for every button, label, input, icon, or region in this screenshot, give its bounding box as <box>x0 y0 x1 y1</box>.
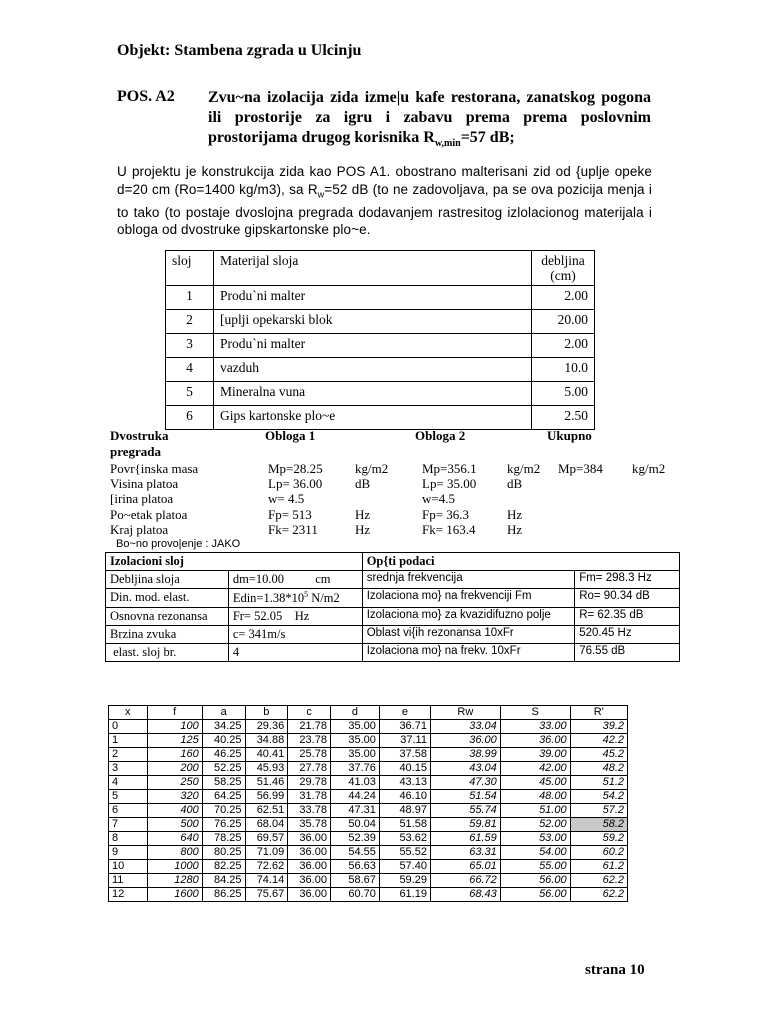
position-code: POS. A2 <box>117 88 175 105</box>
freq-cell-r-prime: 62.2 <box>570 874 627 888</box>
freq-cell-a: 64.25 <box>202 790 245 804</box>
freq-cell-b: 68.04 <box>245 818 288 832</box>
freq-cell-x: 4 <box>109 776 148 790</box>
flanking-note: Bo~no provo|enje : JAKO <box>116 538 241 550</box>
freq-cell-x: 1 <box>109 734 148 748</box>
summary-heading-total: Ukupno <box>547 428 592 443</box>
summary-unit-1: kg/m2 <box>355 461 389 476</box>
freq-cell-d: 44.24 <box>330 790 379 804</box>
summary-label: [irina platoa <box>110 491 174 506</box>
freq-body <box>109 720 628 902</box>
summary-unit-1: Hz <box>355 507 371 522</box>
freq-cell-c: 21.78 <box>288 720 331 734</box>
props-label-right: Izolaciona mo} za kvazidifuzno polje <box>362 608 574 626</box>
summary-unit-2: Hz <box>507 507 523 522</box>
intro-text-b: =52 dB (to ne zadovoljava, pa se ova pozicija menja i to tako (to postaje dvoslojna pregrada dodavanjem rastresitog izlolacionog materijala i obloga od dvostruke gipskartonske plo~e. <box>117 181 652 238</box>
freq-cell-a: 86.25 <box>202 888 245 902</box>
freq-cell-c: 31.78 <box>288 790 331 804</box>
props-label-right: srednja frekvencija <box>362 571 574 589</box>
freq-cell-a: 46.25 <box>202 748 245 762</box>
freq-cell-e: 48.97 <box>379 804 430 818</box>
freq-cell-a: 78.25 <box>202 832 245 846</box>
freq-cell-s: 48.00 <box>500 790 570 804</box>
freq-cell-f: 500 <box>147 818 202 832</box>
layers-header-sloj: sloj <box>166 251 214 286</box>
summary-heading-obloga1: Obloga 1 <box>265 428 316 443</box>
freq-cell-rw: 63.31 <box>430 846 500 860</box>
freq-row <box>109 874 628 888</box>
props-header-left: Izolacioni sloj <box>106 553 363 571</box>
summary-unit-2: Hz <box>507 522 523 537</box>
layers-cell-thickness: 2.00 <box>532 334 595 358</box>
freq-row <box>109 720 628 734</box>
freq-cell-d: 35.00 <box>330 720 379 734</box>
props-row <box>106 589 680 608</box>
freq-cell-s: 39.00 <box>500 748 570 762</box>
layers-cell-material: Produ`ni malter <box>214 286 532 310</box>
freq-cell-d: 60.70 <box>330 888 379 902</box>
freq-cell-e: 40.15 <box>379 762 430 776</box>
layers-cell-thickness: 2.00 <box>532 286 595 310</box>
freq-cell-d: 52.39 <box>330 832 379 846</box>
freq-cell-f: 1280 <box>147 874 202 888</box>
freq-cell-r-prime: 59.2 <box>570 832 627 846</box>
summary-value-2: Mp=356.1 <box>422 461 477 476</box>
freq-cell-s: 56.00 <box>500 888 570 902</box>
freq-cell-x: 2 <box>109 748 148 762</box>
props-value: c= 341m/s <box>228 626 362 644</box>
freq-cell-c: 29.78 <box>288 776 331 790</box>
summary-value-1: Fk= 2311 <box>268 522 318 537</box>
freq-cell-e: 55.52 <box>379 846 430 860</box>
freq-cell-b: 29.36 <box>245 720 288 734</box>
props-row <box>106 608 680 626</box>
summary-value-2: Lp= 35.00 <box>422 476 477 491</box>
freq-row <box>109 804 628 818</box>
freq-cell-rw: 66.72 <box>430 874 500 888</box>
freq-row <box>109 748 628 762</box>
freq-cell-rw: 36.00 <box>430 734 500 748</box>
freq-cell-f: 400 <box>147 804 202 818</box>
position-title-subscript: w,min <box>434 138 461 150</box>
props-label: elast. sloj br. <box>106 644 229 662</box>
freq-cell-a: 40.25 <box>202 734 245 748</box>
freq-cell-c: 36.00 <box>288 832 331 846</box>
layers-row <box>166 382 595 406</box>
summary-value-2: Fk= 163.4 <box>422 522 476 537</box>
freq-cell-b: 69.57 <box>245 832 288 846</box>
freq-cell-d: 54.55 <box>330 846 379 860</box>
props-value: dm=10.00 cm <box>228 571 362 589</box>
props-value-right: Fm= 298.3 Hz <box>575 571 680 589</box>
freq-row <box>109 832 628 846</box>
freq-row <box>109 846 628 860</box>
freq-cell-e: 43.13 <box>379 776 430 790</box>
freq-header-e: e <box>379 706 430 720</box>
freq-cell-c: 36.00 <box>288 874 331 888</box>
freq-cell-a: 84.25 <box>202 874 245 888</box>
summary-value-1: w= 4.5 <box>268 491 305 506</box>
freq-cell-f: 250 <box>147 776 202 790</box>
freq-cell-r-prime: 54.2 <box>570 790 627 804</box>
freq-cell-f: 125 <box>147 734 202 748</box>
freq-cell-x: 8 <box>109 832 148 846</box>
freq-header-rw: Rw <box>430 706 500 720</box>
freq-row <box>109 818 628 832</box>
summary-unit-1: dB <box>355 476 371 491</box>
freq-row <box>109 790 628 804</box>
freq-cell-s: 51.00 <box>500 804 570 818</box>
freq-cell-b: 75.67 <box>245 888 288 902</box>
edin-base: Edin=1.38*10 <box>232 591 305 606</box>
freq-cell-x: 3 <box>109 762 148 776</box>
freq-cell-a: 34.25 <box>202 720 245 734</box>
freq-cell-s: 42.00 <box>500 762 570 776</box>
layers-header-row <box>166 251 595 286</box>
intro-paragraph <box>117 163 652 239</box>
freq-cell-f: 640 <box>147 832 202 846</box>
props-label-right: Izolaciona mo} na frekv. 10xFr <box>362 644 574 662</box>
layers-cell-index: 2 <box>166 310 214 334</box>
freq-cell-x: 9 <box>109 846 148 860</box>
freq-cell-s: 33.00 <box>500 720 570 734</box>
freq-cell-a: 70.25 <box>202 804 245 818</box>
freq-header-a: a <box>202 706 245 720</box>
layers-cell-index: 5 <box>166 382 214 406</box>
freq-cell-rw: 59.81 <box>430 818 500 832</box>
position-title <box>208 88 651 154</box>
layers-cell-thickness: 10.0 <box>532 358 595 382</box>
freq-cell-s: 36.00 <box>500 734 570 748</box>
freq-row <box>109 860 628 874</box>
summary-label: Kraj platoa <box>110 522 169 537</box>
object-title: Objekt: Stambena zgrada u Ulcinju <box>117 42 362 59</box>
layers-cell-index: 1 <box>166 286 214 310</box>
layers-row <box>166 310 595 334</box>
freq-cell-rw: 51.54 <box>430 790 500 804</box>
freq-cell-c: 33.78 <box>288 804 331 818</box>
layers-row <box>166 334 595 358</box>
edin-unit: N/m2 <box>308 591 340 606</box>
freq-cell-r-prime: 60.2 <box>570 846 627 860</box>
freq-cell-c: 23.78 <box>288 734 331 748</box>
freq-cell-e: 61.19 <box>379 888 430 902</box>
layers-row <box>166 286 595 310</box>
freq-cell-c: 25.78 <box>288 748 331 762</box>
freq-cell-e: 59.29 <box>379 874 430 888</box>
freq-header-f: f <box>147 706 202 720</box>
summary-label: Po~etak platoa <box>110 507 188 522</box>
freq-header-s: S <box>500 706 570 720</box>
freq-cell-a: 52.25 <box>202 762 245 776</box>
intro-text-a: U projektu je konstrukcija zida kao POS A1. obostrano malterisani zid od {uplje opeke d=20 cm (Ro=1400 kg/m3), sa R <box>117 164 652 197</box>
freq-cell-c: 35.78 <box>288 818 331 832</box>
freq-cell-e: 53.62 <box>379 832 430 846</box>
freq-cell-f: 800 <box>147 846 202 860</box>
summary-label: Visina platoa <box>110 476 179 491</box>
props-value: Fr= 52.05 Hz <box>228 608 362 626</box>
freq-row <box>109 888 628 902</box>
props-header-row <box>106 553 680 571</box>
freq-cell-r-prime: 62.2 <box>570 888 627 902</box>
layers-cell-index: 3 <box>166 334 214 358</box>
freq-cell-rw: 65.01 <box>430 860 500 874</box>
freq-cell-s: 45.00 <box>500 776 570 790</box>
props-label: Debljina sloja <box>106 571 229 589</box>
freq-row <box>109 762 628 776</box>
freq-cell-rw: 68.43 <box>430 888 500 902</box>
freq-cell-c: 36.00 <box>288 888 331 902</box>
freq-cell-d: 50.04 <box>330 818 379 832</box>
layers-header-material: Materijal sloja <box>214 251 532 286</box>
freq-cell-f: 200 <box>147 762 202 776</box>
props-row <box>106 571 680 589</box>
props-value-right: 76.55 dB <box>575 644 680 662</box>
summary-unit-2: dB <box>507 476 523 491</box>
props-row <box>106 626 680 644</box>
freq-cell-rw: 38.99 <box>430 748 500 762</box>
freq-cell-b: 40.41 <box>245 748 288 762</box>
freq-cell-a: 76.25 <box>202 818 245 832</box>
summary-unit-2: kg/m2 <box>507 461 541 476</box>
position-title-end: =57 dB; <box>460 129 515 146</box>
freq-cell-x: 12 <box>109 888 148 902</box>
freq-cell-d: 35.00 <box>330 734 379 748</box>
props-value-right: 520.45 Hz <box>575 626 680 644</box>
layers-cell-thickness: 2.50 <box>532 406 595 430</box>
summary-label: Povr{inska masa <box>110 461 199 476</box>
props-value-right: Ro= 90.34 dB <box>575 589 680 608</box>
freq-cell-e: 46.10 <box>379 790 430 804</box>
freq-header-d: d <box>330 706 379 720</box>
freq-cell-e: 57.40 <box>379 860 430 874</box>
page-number: strana 10 <box>585 962 645 978</box>
summary-unit-3: kg/m2 <box>632 461 666 476</box>
layers-cell-material: Mineralna vuna <box>214 382 532 406</box>
freq-cell-a: 80.25 <box>202 846 245 860</box>
props-value: 4 <box>228 644 362 662</box>
layers-cell-index: 6 <box>166 406 214 430</box>
props-value <box>228 589 362 608</box>
freq-cell-f: 1600 <box>147 888 202 902</box>
freq-cell-r-prime: 51.2 <box>570 776 627 790</box>
frequency-table <box>108 705 628 902</box>
freq-cell-x: 0 <box>109 720 148 734</box>
freq-cell-e: 51.58 <box>379 818 430 832</box>
freq-cell-r-prime: 42.2 <box>570 734 627 748</box>
summary-heading-left: Dvostruka <box>110 428 169 443</box>
freq-cell-d: 41.03 <box>330 776 379 790</box>
props-label: Brzina zvuka <box>106 626 229 644</box>
freq-header-r-prime: R' <box>570 706 627 720</box>
freq-cell-r-prime: 57.2 <box>570 804 627 818</box>
freq-cell-rw: 43.04 <box>430 762 500 776</box>
freq-cell-a: 82.25 <box>202 860 245 874</box>
freq-cell-c: 36.00 <box>288 846 331 860</box>
freq-cell-rw: 61.59 <box>430 832 500 846</box>
freq-cell-e: 37.58 <box>379 748 430 762</box>
freq-header-row <box>109 706 628 720</box>
freq-cell-e: 36.71 <box>379 720 430 734</box>
props-label-right: Oblast vi{ih rezonansa 10xFr <box>362 626 574 644</box>
freq-cell-r-prime: 39.2 <box>570 720 627 734</box>
layers-cell-thickness: 5.00 <box>532 382 595 406</box>
freq-cell-d: 35.00 <box>330 748 379 762</box>
freq-cell-d: 56.63 <box>330 860 379 874</box>
layers-table <box>165 250 595 430</box>
layers-cell-material: vazduh <box>214 358 532 382</box>
freq-cell-d: 58.67 <box>330 874 379 888</box>
intro-subscript: w <box>317 189 325 200</box>
freq-cell-x: 6 <box>109 804 148 818</box>
layers-cell-thickness: 20.00 <box>532 310 595 334</box>
freq-cell-rw: 55.74 <box>430 804 500 818</box>
freq-cell-f: 320 <box>147 790 202 804</box>
layers-cell-material: Produ`ni malter <box>214 334 532 358</box>
freq-header-b: b <box>245 706 288 720</box>
freq-cell-d: 47.31 <box>330 804 379 818</box>
freq-cell-f: 160 <box>147 748 202 762</box>
summary-value-1: Mp=28.25 <box>268 461 323 476</box>
freq-cell-r-prime: 48.2 <box>570 762 627 776</box>
layers-row <box>166 406 595 430</box>
freq-cell-b: 62.51 <box>245 804 288 818</box>
props-label: Osnovna rezonansa <box>106 608 229 626</box>
freq-cell-s: 54.00 <box>500 846 570 860</box>
summary-heading-obloga2: Obloga 2 <box>415 428 466 443</box>
layers-header-thickness: debljina (cm) <box>532 251 595 286</box>
freq-cell-rw: 47.30 <box>430 776 500 790</box>
summary-unit-1: Hz <box>355 522 371 537</box>
summary-block <box>110 428 690 548</box>
freq-cell-x: 5 <box>109 790 148 804</box>
freq-cell-r-prime: 58.2 <box>570 818 627 832</box>
freq-cell-e: 37.11 <box>379 734 430 748</box>
freq-cell-f: 1000 <box>147 860 202 874</box>
freq-cell-x: 10 <box>109 860 148 874</box>
layers-row <box>166 358 595 382</box>
freq-cell-r-prime: 45.2 <box>570 748 627 762</box>
freq-header-x: x <box>109 706 148 720</box>
props-value-right: R= 62.35 dB <box>575 608 680 626</box>
props-header-right: Op{ti podaci <box>362 553 679 571</box>
summary-value-1: Lp= 36.00 <box>268 476 323 491</box>
freq-cell-b: 51.46 <box>245 776 288 790</box>
freq-cell-rw: 33.04 <box>430 720 500 734</box>
summary-value-2: Fp= 36.3 <box>422 507 470 522</box>
freq-cell-s: 52.00 <box>500 818 570 832</box>
summary-heading-left2: pregrada <box>110 444 162 459</box>
freq-cell-b: 72.62 <box>245 860 288 874</box>
freq-cell-s: 55.00 <box>500 860 570 874</box>
summary-value-3: Mp=384 <box>558 461 603 476</box>
position-title-main: Zvu~na izolacija zida izme|u kafe restorana, zanatskog pogona ili prostorije za igru i zabavu prema prema poslovnim prostorijama drugog korisnika R <box>208 89 651 146</box>
summary-value-1: Fp= 513 <box>268 507 312 522</box>
props-label: Din. mod. elast. <box>106 589 229 608</box>
freq-cell-b: 56.99 <box>245 790 288 804</box>
freq-cell-x: 11 <box>109 874 148 888</box>
props-label-right: Izolaciona mo} na frekvenciji Fm <box>362 589 574 608</box>
freq-header-c: c <box>288 706 331 720</box>
freq-cell-b: 71.09 <box>245 846 288 860</box>
freq-row <box>109 734 628 748</box>
freq-cell-r-prime: 61.2 <box>570 860 627 874</box>
freq-cell-a: 58.25 <box>202 776 245 790</box>
props-row <box>106 644 680 662</box>
freq-cell-d: 37.76 <box>330 762 379 776</box>
layers-cell-index: 4 <box>166 358 214 382</box>
layers-cell-material: [uplji opekarski blok <box>214 310 532 334</box>
freq-row <box>109 776 628 790</box>
freq-cell-f: 100 <box>147 720 202 734</box>
freq-cell-b: 34.88 <box>245 734 288 748</box>
edin-exponent: 5 <box>304 590 309 599</box>
layers-cell-material: Gips kartonske plo~e <box>214 406 532 430</box>
freq-cell-x: 7 <box>109 818 148 832</box>
freq-cell-s: 53.00 <box>500 832 570 846</box>
freq-cell-c: 36.00 <box>288 860 331 874</box>
freq-cell-s: 56.00 <box>500 874 570 888</box>
freq-cell-b: 74.14 <box>245 874 288 888</box>
freq-cell-c: 27.78 <box>288 762 331 776</box>
summary-value-2: w=4.5 <box>422 491 455 506</box>
freq-cell-b: 45.93 <box>245 762 288 776</box>
properties-table <box>105 552 680 662</box>
